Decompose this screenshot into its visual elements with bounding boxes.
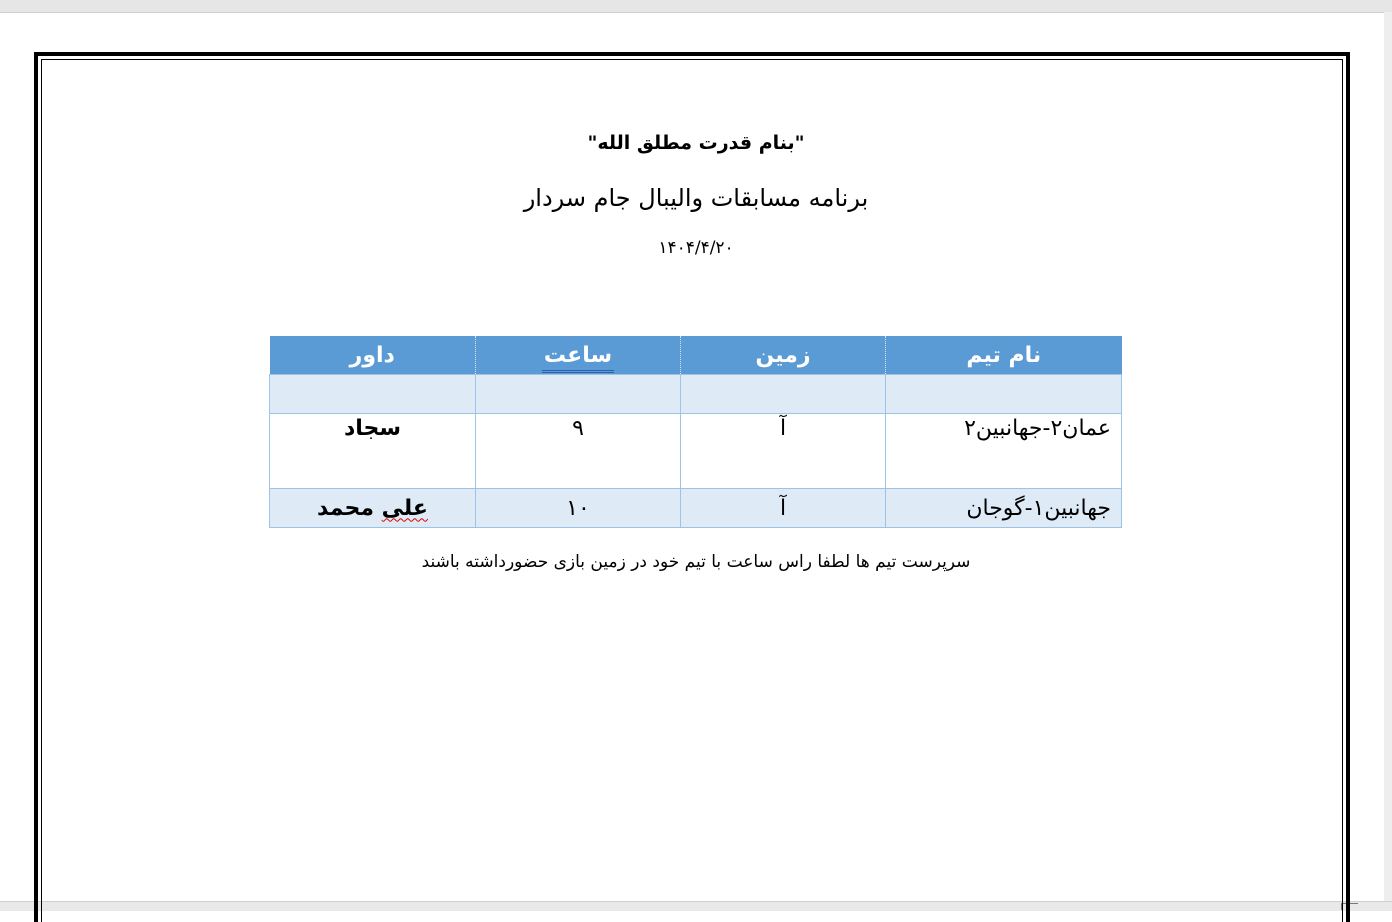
cell-referee[interactable]	[270, 375, 476, 414]
column-header-time-label: ساعت	[542, 343, 614, 373]
cell-time[interactable]: ۹	[476, 414, 681, 489]
spellcheck-word: علی	[381, 495, 428, 521]
page-title: برنامه مسابقات والیبال جام سردار	[523, 184, 869, 212]
cell-team[interactable]: جهانبین۱-گوجان	[886, 489, 1122, 528]
window-top-strip	[0, 0, 1392, 13]
column-header-referee: داور	[270, 336, 476, 375]
column-header-team: نام تیم	[886, 336, 1122, 375]
referee-last-name: محمد	[317, 495, 374, 521]
cell-team[interactable]: عمان۲-جهانبین۲	[886, 414, 1122, 489]
column-header-time	[476, 336, 681, 375]
table-header-row	[270, 336, 1122, 375]
date-text: ۱۴۰۴/۴/۲۰	[658, 238, 734, 258]
footer-note: سرپرست تیم ها لطفا راس ساعت با تیم خود در زمین بازی حضورداشته باشند	[421, 552, 971, 572]
cell-referee[interactable]	[270, 489, 476, 528]
schedule-table	[269, 336, 1122, 528]
cell-time[interactable]: ۱۰	[476, 489, 681, 528]
heading: "بنام قدرت مطلق الله"	[587, 132, 805, 154]
cell-referee[interactable]: سجاد	[270, 414, 476, 489]
cell-court[interactable]	[681, 375, 886, 414]
cell-court[interactable]: آ	[681, 489, 886, 528]
table-row	[270, 489, 1122, 528]
table-row	[270, 375, 1122, 414]
column-header-court: زمین	[681, 336, 886, 375]
table-row	[270, 414, 1122, 489]
cell-time[interactable]	[476, 375, 681, 414]
cell-court[interactable]: آ	[681, 414, 886, 489]
cell-team[interactable]	[886, 375, 1122, 414]
